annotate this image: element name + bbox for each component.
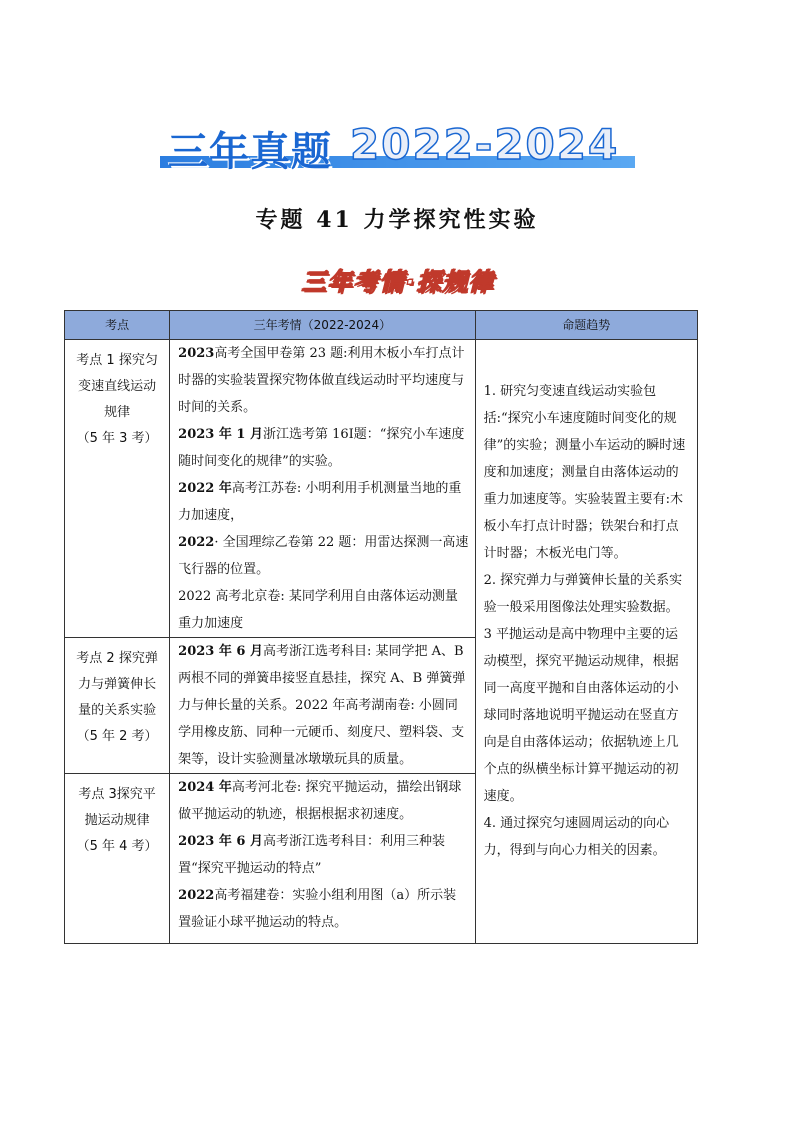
point-line: 力与弹簧伸长 — [78, 677, 157, 692]
cases-cell — [170, 340, 475, 638]
trend-cell — [475, 340, 697, 944]
trend-item: 4. 通过探究匀速圆周运动的向心力，得到与向心力相关的因素。 — [483, 816, 670, 858]
point-line: （5 年 4 考） — [76, 839, 158, 854]
point-line: 抛运动规律 — [84, 813, 150, 828]
exam-point-cell — [65, 340, 170, 638]
point-line: 考点 3探究平 — [78, 787, 156, 802]
point-line: 规律 — [104, 405, 131, 420]
exam-point-cell — [65, 638, 170, 774]
banner-years: 2022-2024 — [350, 120, 620, 169]
case-item: 2023 年 6 月高考浙江选考科目：利用三种装置“探究平抛运动的特点” — [178, 834, 445, 876]
page-title: 专题 41 力学探究性实验 — [255, 207, 539, 233]
case-item: 2022高考福建卷：实验小组利用图（a）所示装置验证小球平抛运动的特点。 — [178, 888, 457, 930]
table-header-row — [65, 311, 698, 340]
point-line: （5 年 2 考） — [76, 729, 158, 744]
case-item: 2022 高考北京卷: 某同学利用自由落体运动测量重力加速度 — [178, 589, 458, 631]
case-item: 2022 年高考江苏卷: 小明利用手机测量当地的重力加速度， — [178, 481, 462, 523]
case-item: 2022· 全国理综乙卷第 22 题：用雷达探测一高速飞行器的位置。 — [178, 535, 469, 577]
exam-analysis-table — [64, 310, 698, 944]
case-item: 2023高考全国甲卷第 23 题:利用木板小车打点计时器的实验装置探究物体做直线运动时平均速度与时间的关系。 — [178, 346, 465, 415]
banner-text: 三年真题 — [168, 129, 332, 175]
case-item: 2023 年 1 月浙江选考第 16Ⅰ题：“探究小车速度随时间变化的规律”的实验。 — [178, 427, 465, 469]
point-line: 考点 2 探究弹 — [76, 651, 158, 666]
point-line: 量的关系实验 — [78, 703, 157, 718]
case-item: 2023 年 6 月高考浙江选考科目: 某同学把 A、B 两根不同的弹簧串接竖直悬挂，探究 A、B 弹簧弹力与伸长量的关系。2022 年高考湖南卷: 小圆同学用橡皮筋、同种一元硬币、刻度尺、塑料袋、支架等，设计实验测量冰墩墩玩具的质量。 — [178, 644, 466, 767]
title-banner — [160, 120, 635, 175]
point-line: 变速直线运动 — [78, 379, 157, 394]
trend-item: 2. 探究弹力与弹簧伸长量的关系实验一般采用图像法处理实验数据。 — [483, 573, 683, 615]
section-banner — [282, 262, 514, 296]
table-row — [65, 340, 698, 638]
header-cases: 三年考情（2022-2024） — [170, 311, 475, 340]
header-trend: 命题趋势 — [475, 311, 697, 340]
point-line: 考点 1 探究匀 — [76, 353, 158, 368]
point-line: （5 年 3 考） — [76, 431, 158, 446]
case-item: 2024 年高考河北卷: 探究平抛运动，描绘出钢球做平抛运动的轨迹，根据根据求初速度。 — [178, 780, 462, 822]
cases-cell — [170, 638, 475, 774]
section-banner-text: 三年考情·探规律 — [301, 268, 495, 296]
trend-item: 3 平抛运动是高中物理中主要的运动模型，探究平抛运动规律，根据同一高度平抛和自由落体运动的小球同时落地说明平抛运动在竖直方向是自由落体运动；依据轨迹上几个点的纵横坐标计算平抛运动的初速度。 — [483, 627, 679, 804]
exam-point-cell — [65, 774, 170, 944]
cases-cell — [170, 774, 475, 944]
trend-item: 1. 研究匀变速直线运动实验包括:“探究小车速度随时间变化的规律”的实验；测量小车运动的瞬时速度和加速度；测量自由落体运动的重力加速度等。实验装置主要有:木板小车打点计时器；铁架台和打点计时器；木板光电门等。 — [483, 384, 686, 561]
header-point: 考点 — [65, 311, 170, 340]
